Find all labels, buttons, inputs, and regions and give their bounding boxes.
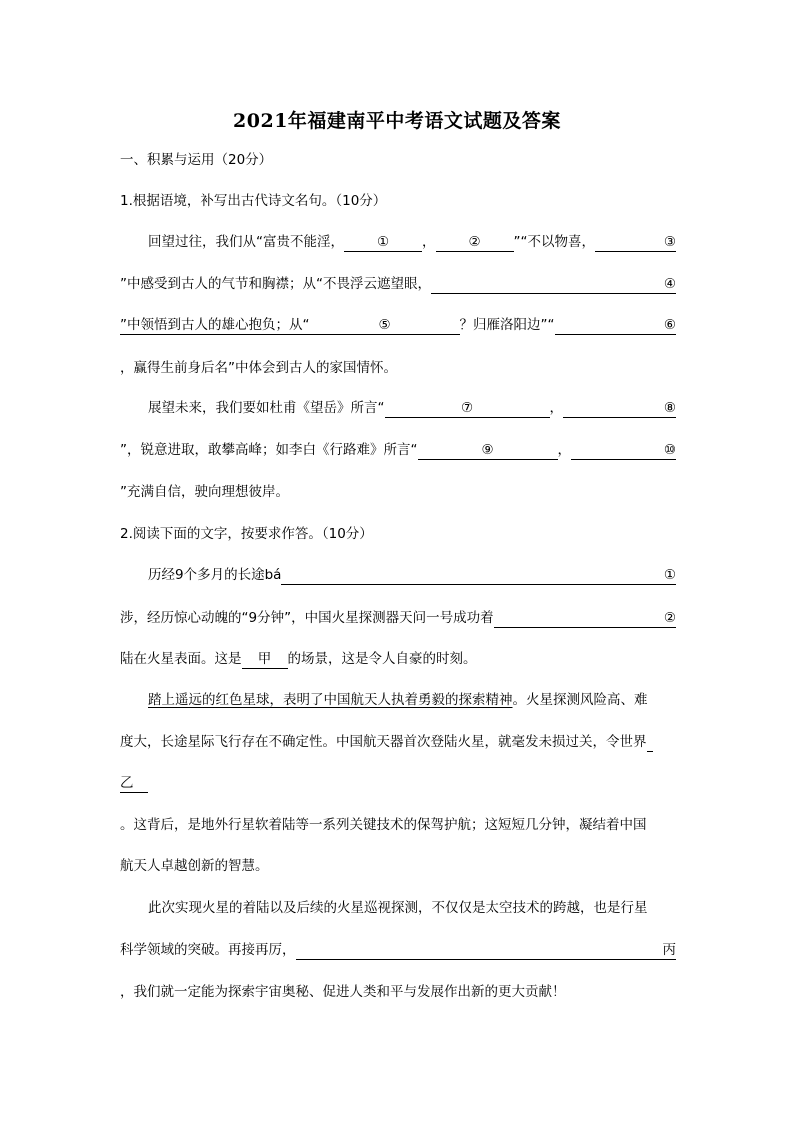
q2-line-6 — [120, 773, 676, 793]
blank-jia: 甲 — [242, 649, 288, 669]
q2-text: 度大，长途星际飞行存在不确定性。中国航天器首次登陆火星，就毫发未损过关，令世界 — [120, 734, 647, 750]
q1-line-4: ，赢得生前身后名”中体会到古人的家国情怀。 — [120, 360, 397, 376]
q1-text: ， — [557, 442, 571, 458]
underlined-sentence: 踏上遥远的红色星球，表明了中国航天人执着勇毅的探索精神 — [148, 692, 513, 708]
q1-line-7: ”充满自信，驶向理想彼岸。 — [120, 484, 289, 500]
blank-yi: 乙 — [120, 773, 148, 793]
q2-text: 陆在火星表面。这是 — [120, 651, 242, 667]
q2-line-10 — [120, 940, 676, 960]
blank-5: ⑤ — [310, 315, 460, 335]
q2-line-11: ，我们就一定能为探索宇宙奥秘、促进人类和平与发展作出新的更大贡献！ — [120, 984, 566, 1000]
q1-text: ， — [422, 234, 436, 250]
q1-text: ”“不以物喜， — [513, 234, 595, 250]
q2-line-7: 。这背后，是地外行星软着陆等一系列关键技术的保驾护航；这短短几分钟，凝结着中国 — [120, 817, 647, 833]
q1-line-1 — [148, 232, 676, 252]
blank-2: ② — [436, 232, 514, 252]
blank-bing: 丙 — [296, 940, 677, 960]
blank-8: ⑧ — [563, 398, 676, 418]
blank-9: ⑨ — [418, 440, 558, 460]
q1-text: 回望过往，我们从“富贵不能淫， — [148, 234, 344, 250]
q2-line-5 — [120, 732, 676, 752]
page-title: 2021年福建南平中考语文试题及答案 — [233, 110, 561, 132]
q1-text: ”中领悟到古人的雄心抱负；从“ — [120, 317, 310, 333]
q2-text: 的场景，这是令人自豪的时刻。 — [287, 651, 477, 667]
q1-text: ？归雁洛阳边”“ — [459, 317, 555, 333]
blank-4: ④ — [431, 274, 676, 294]
q2-text: 历经9个多月的长途bá — [148, 567, 282, 583]
q1-text: ”中感受到古人的气节和胸襟；从“不畏浮云遮望眼， — [120, 276, 431, 292]
section-heading: 一、积累与运用（20分） — [120, 152, 273, 168]
q2-text: 涉，经历惊心动魄的“9分钟”，中国火星探测器天问一号成功着 — [120, 610, 494, 626]
question-2-heading: 2.阅读下面的文字，按要求作答。（10分） — [120, 526, 373, 542]
blank-c1: ① — [281, 565, 676, 585]
q1-text: ”，锐意进取，敢攀高峰；如李白《行路难》所言“ — [120, 442, 418, 458]
q2-line-3 — [120, 649, 676, 669]
blank-1: ① — [344, 232, 422, 252]
q2-line-2 — [120, 608, 676, 628]
q2-line-9: 此次实现火星的着陆以及后续的火星巡视探测，不仅仅是太空技术的跨越，也是行星 — [148, 900, 648, 916]
q2-line-1 — [148, 565, 676, 585]
blank-10: ⑩ — [571, 440, 676, 460]
q2-text: 科学领域的突破。再接再厉， — [120, 942, 296, 958]
q1-line-6 — [120, 440, 676, 460]
q2-line-8: 航天人卓越创新的智慧。 — [120, 858, 269, 874]
blank-6: ⑥ — [555, 315, 677, 335]
blank-yi-start — [647, 732, 653, 752]
q2-text: 。火星探测风险高、难 — [512, 692, 648, 708]
question-1-heading: 1.根据语境，补写出古代诗文名句。（10分） — [120, 193, 387, 209]
q2-line-4 — [148, 690, 676, 710]
q1-text: 展望未来，我们要如杜甫《望岳》所言“ — [148, 400, 385, 416]
q1-text: ， — [549, 400, 563, 416]
blank-7: ⑦ — [385, 398, 550, 418]
blank-3: ③ — [595, 232, 676, 252]
blank-c2: ② — [494, 608, 676, 628]
q1-line-3 — [120, 315, 676, 335]
q1-line-5 — [148, 398, 676, 418]
q1-line-2 — [120, 274, 676, 294]
